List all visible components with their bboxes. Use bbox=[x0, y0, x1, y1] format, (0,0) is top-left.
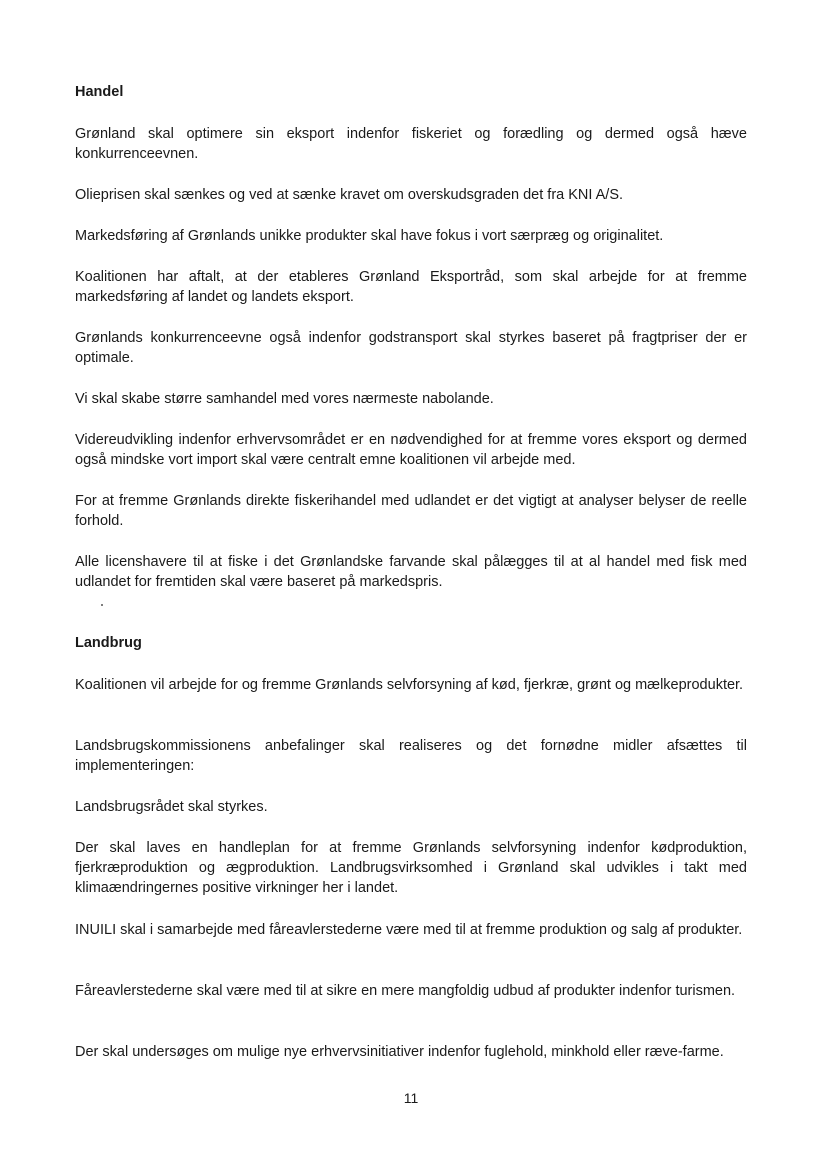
page-number: 11 bbox=[403, 1090, 419, 1106]
paragraph-landbrug-7: Der skal undersøges om mulige nye erhvervsinitiativer indenfor fuglehold, minkhold eller ræve-farme. bbox=[75, 1044, 724, 1060]
paragraph-landbrug-6: Fåreavlerstederne skal være med til at sikre en mere mangfoldig udbud af produkter indenfor turismen. bbox=[75, 983, 736, 999]
paragraph-landbrug-5: INUILI skal i samarbejde med fåreavlerstederne være med til at fremme produktion og salg af produkter. bbox=[75, 922, 743, 938]
paragraph-handel-4: Koalitionen har aftalt, at der etableres Grønland Eksportråd, som skal arbejde for at fremme markedsføring af landet og landets eksport. bbox=[75, 269, 747, 305]
paragraph-landbrug-4: Der skal laves en handleplan for at fremme Grønlands selvforsyning indenfor kødproduktion, fjerkræproduktion og ægproduktion. Landbrugsvirksomhed i Grønland skal udvikles i takt med klimaændringernes positive virkninger her i landet. bbox=[75, 840, 747, 896]
paragraph-landbrug-1: Koalitionen vil arbejde for og fremme Grønlands selvforsyning af kød, fjerkræ, grønt og mælkeprodukter. bbox=[75, 677, 744, 693]
paragraph-handel-6: Vi skal skabe større samhandel med vores nærmeste nabolande. bbox=[75, 391, 494, 407]
section-heading-handel: Handel bbox=[75, 84, 124, 100]
paragraph-landbrug-2: Landsbrugskommissionens anbefalinger skal realiseres og det fornødne midler afsættes til implementeringen: bbox=[75, 738, 747, 774]
paragraph-handel-3: Markedsføring af Grønlands unikke produkter skal have fokus i vort særpræg og originalitet. bbox=[75, 228, 664, 244]
paragraph-handel-5: Grønlands konkurrenceevne også indenfor godstransport skal styrkes baseret på fragtpriser der er optimale. bbox=[75, 330, 747, 366]
paragraph-landbrug-3: Landsbrugsrådet skal styrkes. bbox=[75, 799, 268, 815]
paragraph-handel-8: For at fremme Grønlands direkte fiskerihandel med udlandet er det vigtigt at analyser belyser de reelle forhold. bbox=[75, 493, 747, 529]
paragraph-handel-2: Olieprisen skal sænkes og ved at sænke kravet om overskudsgraden det fra KNI A/S. bbox=[75, 187, 624, 203]
document-page bbox=[75, 0, 747, 1170]
section-heading-landbrug: Landbrug bbox=[75, 635, 142, 651]
paragraph-handel-9: Alle licenshavere til at fiske i det Grønlandske farvande skal pålægges til at al handel med fisk med udlandet for fremtiden skal være baseret på markedspris. bbox=[75, 554, 747, 590]
stray-mark bbox=[101, 604, 103, 606]
paragraph-handel-7: Videreudvikling indenfor erhvervsområdet er en nødvendighed for at fremme vores eksport og dermed også mindske vort import skal være centralt emne koalitionen vil arbejde med. bbox=[75, 432, 747, 468]
paragraph-handel-1: Grønland skal optimere sin eksport indenfor fiskeriet og forædling og dermed også hæve konkurrenceevnen. bbox=[75, 126, 747, 162]
